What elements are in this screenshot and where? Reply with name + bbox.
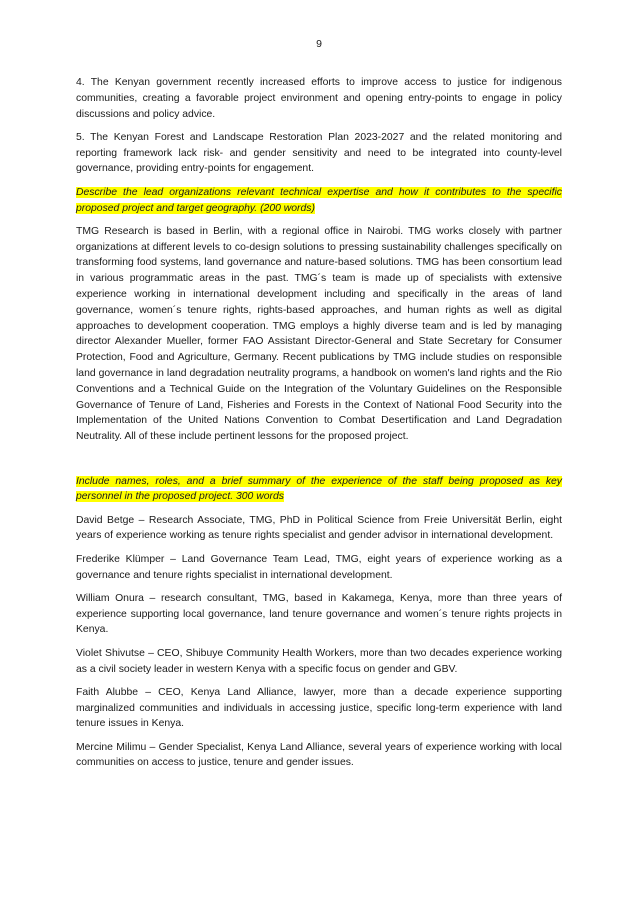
staff-entry-betge: David Betge – Research Associate, TMG, PhD in Political Science from Freie Universität Berlin, eight years of experience working as tenure rights specialist and gender advisor in international development. xyxy=(76,514,562,542)
paragraph-point-4: 4. The Kenyan government recently increased efforts to improve access to justice for indigenous communities, creating a favorable project environment and opening entry-points to engage in policy discussions and policy advice. xyxy=(76,77,562,120)
staff-entry-shivutse: Violet Shivutse – CEO, Shibuye Community Health Workers, more than two decades experience working as a civil society leader in western Kenya with a specific focus on gender and GBV. xyxy=(76,647,562,675)
paragraph-point-5: 5. The Kenyan Forest and Landscape Restoration Plan 2023-2027 and the related monitoring and reporting framework lack risk- and gender sensitivity and need to be integrated into county-level governance, providing entry-points for engagement. xyxy=(76,131,562,175)
prompt-expertise xyxy=(76,185,562,217)
paragraph-expertise: TMG Research is based in Berlin, with a regional office in Nairobi. TMG works closely with partner organizations at different levels to co-design solutions to pressing sustainability challenges specifically on transforming food systems, land governance and nature-based solutions. TMG has been consortium lead in various programmatic areas in the past. TMG´s team is made up of specialists with extensive experience working in international development including and specifically in the areas of land governance, women´s tenure rights, rights-based approaches, and human rights as well as digital approaches to development cooperation. TMG employs a highly diverse team and is led by managing director Alexander Mueller, former FAO Assistant Director-General and State Secretary for Consumer Protection, Food and Agriculture, Germany. Recent publications by TMG include studies on responsible land governance in land degradation neutrality programs, a handbook on women's land rights and the Rio Conventions and a Technical Guide on the Integration of the Voluntary Guidelines on the Responsible Governance of Tenure of Land, Fisheries and Forests in the Context of National Food Security into the Implementation of the United Nations Convention to Combat Desertification and Land Degradation Neutrality. All of these include pertinent lessons for the proposed project. xyxy=(76,225,562,443)
highlighted-prompt-expertise: Describe the lead organizations relevant technical expertise and how it contributes to the specific proposed project and target geography. (200 words) xyxy=(76,186,562,214)
staff-entry-onura: William Onura – research consultant, TMG, based in Kakamega, Kenya, more than three years of experience supporting local governance, land tenure governance and women´s tenure rights projects in Kenya. xyxy=(76,592,562,636)
spacer xyxy=(76,453,562,474)
staff-entry-milimu: Mercine Milimu – Gender Specialist, Kenya Land Alliance, several years of experience working with local communities on access to justice, tenure and gender issues. xyxy=(76,741,562,769)
staff-entry-kluemper: Frederike Klümper – Land Governance Team Lead, TMG, eight years of experience working as a governance and tenure rights specialist in international development. xyxy=(76,553,562,581)
document-body xyxy=(76,75,562,779)
page-number: 9 xyxy=(316,38,322,50)
staff-entry-alubbe: Faith Alubbe – CEO, Kenya Land Alliance, lawyer, more than a decade experience supporting marginalized communities and individuals in accessing justice, specific long-term experience with land tenure issues in Kenya. xyxy=(76,686,562,730)
highlighted-prompt-staff: Include names, roles, and a brief summary of the experience of the staff being proposed as key personnel in the proposed project. 300 words xyxy=(76,475,562,503)
prompt-staff xyxy=(76,474,562,506)
